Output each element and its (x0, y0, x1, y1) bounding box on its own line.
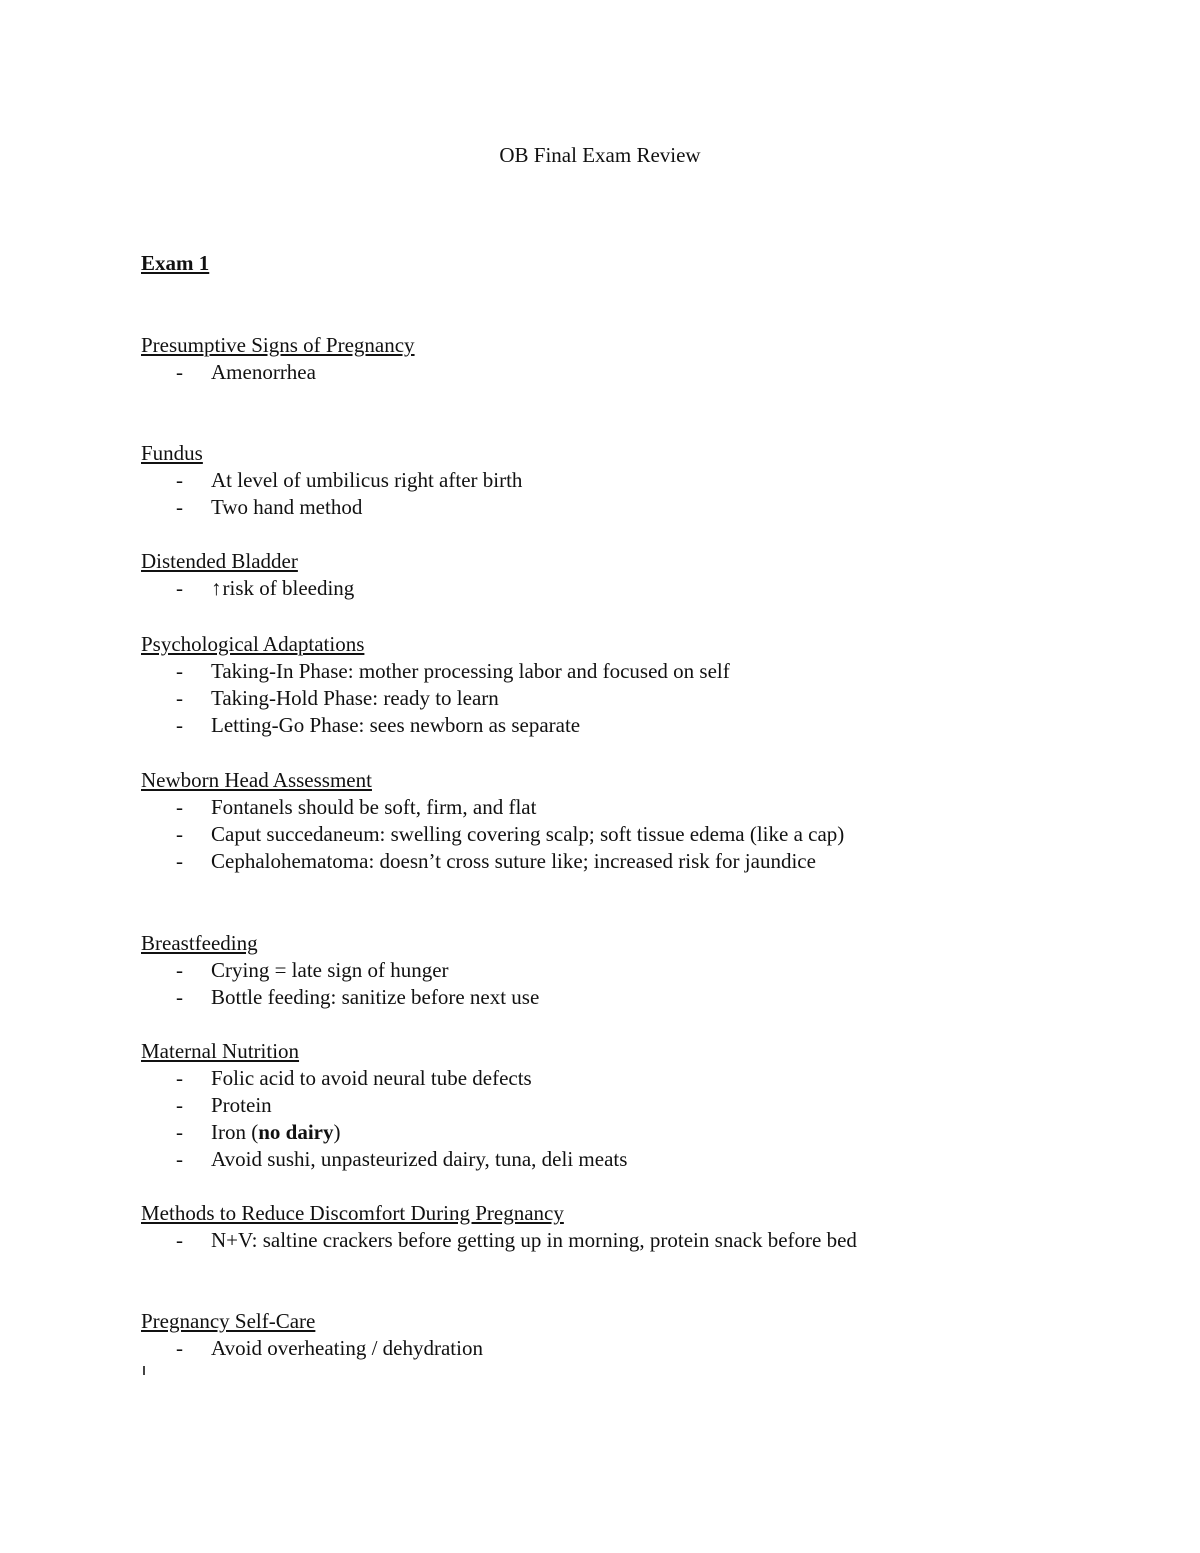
bullet-dash: - (176, 1120, 183, 1144)
section-newborn-head-assessment (141, 767, 1101, 875)
list-item-text: Cephalohematoma: doesn’t cross suture like; increased risk for jaundice (211, 849, 816, 873)
section-heading: Methods to Reduce Discomfort During Pregnancy (141, 1201, 564, 1225)
list-item-text-suffix: ) (333, 1120, 341, 1144)
bullet-list (141, 1227, 1101, 1254)
list-item-text: Crying = late sign of hunger (211, 958, 449, 982)
section-breastfeeding (141, 930, 1101, 1011)
bullet-dash: - (176, 713, 183, 737)
list-item (141, 494, 1101, 521)
list-item-text: risk of bleeding (222, 576, 355, 600)
list-item-text: Taking-In Phase: mother processing labor and focused on self (211, 659, 730, 683)
bullet-dash: - (176, 659, 183, 683)
bullet-list (141, 957, 1101, 1011)
bullet-dash: - (176, 822, 183, 846)
list-item-text: Taking-Hold Phase: ready to learn (211, 686, 499, 710)
list-item-text: Caput succedaneum: swelling covering scalp; soft tissue edema (like a cap) (211, 822, 845, 846)
section-presumptive-signs (141, 332, 1101, 386)
list-item-text: Letting-Go Phase: sees newborn as separate (211, 713, 581, 737)
bullet-dash: - (176, 468, 183, 492)
list-item-text: Avoid sushi, unpasteurized dairy, tuna, deli meats (211, 1147, 628, 1171)
list-item (141, 794, 1101, 821)
list-item (141, 1227, 1101, 1254)
bullet-dash: - (176, 849, 183, 873)
list-item-text-prefix: Iron ( (211, 1120, 259, 1144)
bullet-dash: - (176, 1336, 183, 1360)
list-item (141, 1119, 1101, 1146)
bullet-dash: - (176, 686, 183, 710)
exam-heading: Exam 1 (141, 251, 210, 275)
list-item-text: N+V: saltine crackers before getting up in morning, protein snack before bed (211, 1228, 857, 1252)
list-item (141, 467, 1101, 494)
list-item-text: At level of umbilicus right after birth (211, 468, 523, 492)
bullet-dash: - (176, 985, 183, 1009)
bullet-dash: - (176, 1093, 183, 1117)
bullet-dash: - (176, 1066, 183, 1090)
list-item-text-bold: no dairy (258, 1120, 334, 1144)
section-fundus (141, 440, 1101, 521)
section-heading: Psychological Adaptations (141, 632, 365, 656)
list-item-text: Two hand method (211, 495, 363, 519)
section-heading: Fundus (141, 441, 203, 465)
up-arrow-icon: ↑ (211, 576, 222, 600)
list-item (141, 575, 1101, 602)
section-heading: Distended Bladder (141, 549, 298, 573)
list-item (141, 1146, 1101, 1173)
list-item-text: Protein (211, 1093, 272, 1117)
list-item (141, 848, 1101, 875)
list-item-text: Avoid overheating / dehydration (211, 1336, 483, 1360)
section-distended-bladder (141, 548, 1101, 602)
section-heading: Pregnancy Self-Care (141, 1309, 316, 1333)
section-psychological-adaptations (141, 631, 1101, 739)
section-maternal-nutrition (141, 1038, 1101, 1173)
document-title: OB Final Exam Review (499, 143, 701, 167)
bullet-dash: - (176, 576, 183, 600)
list-item (141, 1065, 1101, 1092)
list-item-text: Fontanels should be soft, firm, and flat (211, 795, 537, 819)
list-item (141, 984, 1101, 1011)
section-heading: Maternal Nutrition (141, 1039, 300, 1063)
bullet-dash: - (176, 495, 183, 519)
list-item (141, 821, 1101, 848)
section-heading: Presumptive Signs of Pregnancy (141, 333, 415, 357)
list-item (141, 1092, 1101, 1119)
list-item-text: Amenorrhea (211, 360, 316, 384)
text-cursor-mark (143, 1366, 145, 1375)
bullet-dash: - (176, 795, 183, 819)
bullet-list (141, 359, 1101, 386)
list-item (141, 712, 1101, 739)
bullet-dash: - (176, 360, 183, 384)
section-pregnancy-self-care (141, 1308, 1101, 1362)
bullet-dash: - (176, 958, 183, 982)
section-heading: Newborn Head Assessment (141, 768, 372, 792)
list-item-text: Folic acid to avoid neural tube defects (211, 1066, 532, 1090)
bullet-list (141, 575, 1101, 602)
list-item (141, 658, 1101, 685)
list-item (141, 359, 1101, 386)
bullet-list (141, 467, 1101, 521)
list-item (141, 1335, 1101, 1362)
bullet-list (141, 1065, 1101, 1173)
bullet-list (141, 1335, 1101, 1362)
list-item (141, 957, 1101, 984)
bullet-list (141, 658, 1101, 739)
bullet-dash: - (176, 1147, 183, 1171)
bullet-dash: - (176, 1228, 183, 1252)
section-heading: Breastfeeding (141, 931, 258, 955)
section-reduce-discomfort (141, 1200, 1101, 1254)
list-item-text: Bottle feeding: sanitize before next use (211, 985, 540, 1009)
list-item (141, 685, 1101, 712)
bullet-list (141, 794, 1101, 875)
